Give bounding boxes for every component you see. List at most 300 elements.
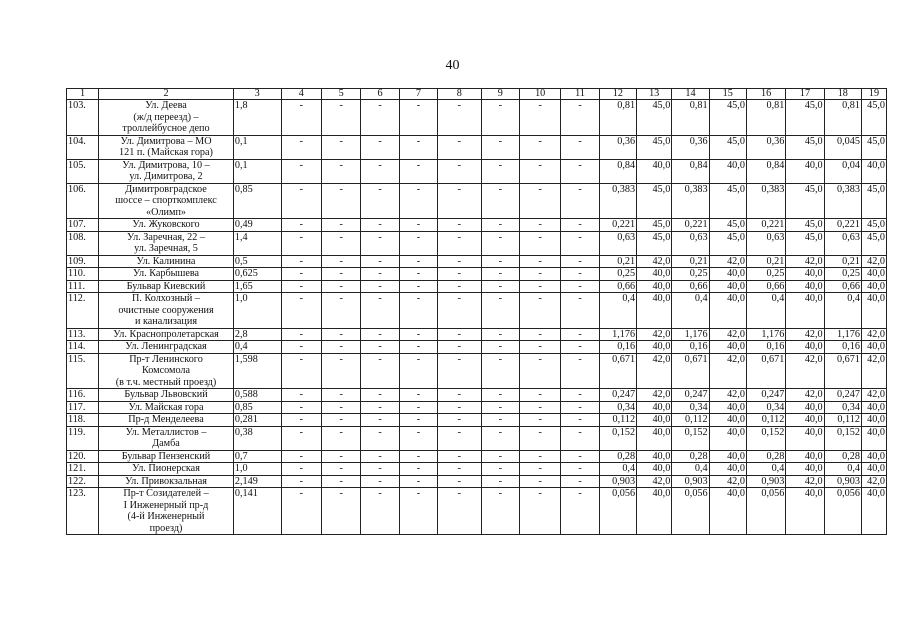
empty-value-cell: - <box>561 280 599 293</box>
street-name-line: шоссе – спорткомплекс <box>115 195 217 206</box>
value-cell: 45,0 <box>861 231 886 255</box>
value-cell: 40,0 <box>709 401 746 414</box>
empty-value-cell: - <box>561 159 599 183</box>
empty-value-cell: - <box>561 389 599 402</box>
value-cell: 0,63 <box>746 231 785 255</box>
value-cell: 40,0 <box>786 159 824 183</box>
value-cell: 42,0 <box>786 389 824 402</box>
empty-value-cell: - <box>561 231 599 255</box>
empty-value-cell: - <box>399 219 437 232</box>
empty-value-cell: - <box>561 293 599 329</box>
value-cell: 0,28 <box>672 450 709 463</box>
value-cell: 0,81 <box>746 100 785 136</box>
empty-value-cell: - <box>399 183 437 219</box>
row-number-cell: 120. <box>67 450 99 463</box>
street-name-line: Ул. Димитрова – МО <box>120 135 212 147</box>
value-cell: 42,0 <box>861 475 886 488</box>
value-cell: 40,0 <box>637 463 672 476</box>
value-cell: 0,21 <box>599 255 636 268</box>
empty-value-cell: - <box>561 353 599 389</box>
table-row <box>67 488 887 535</box>
empty-value-cell: - <box>281 463 321 476</box>
value-cell: 0,247 <box>746 389 785 402</box>
table-row <box>67 268 887 281</box>
value-cell: 45,0 <box>786 183 824 219</box>
empty-value-cell: - <box>361 159 399 183</box>
empty-value-cell: - <box>438 414 482 427</box>
col-header: 18 <box>824 89 861 100</box>
value-cell: 0,671 <box>672 353 709 389</box>
value-cell: 42,0 <box>637 389 672 402</box>
value-cell: 42,0 <box>786 255 824 268</box>
empty-value-cell: - <box>481 463 519 476</box>
street-name-cell <box>99 389 234 402</box>
value-cell: 40,0 <box>861 488 886 535</box>
empty-value-cell: - <box>399 426 437 450</box>
empty-value-cell: - <box>281 426 321 450</box>
row-number-cell: 122. <box>67 475 99 488</box>
value-cell: 0,152 <box>672 426 709 450</box>
empty-value-cell: - <box>438 463 482 476</box>
empty-value-cell: - <box>438 488 482 535</box>
value-cell: 40,0 <box>786 463 824 476</box>
empty-value-cell: - <box>361 328 399 341</box>
empty-value-cell: - <box>481 426 519 450</box>
empty-value-cell: - <box>399 255 437 268</box>
table-row <box>67 426 887 450</box>
street-name-cell <box>99 353 234 389</box>
street-name-line: Комсомола <box>141 365 191 376</box>
col-header: 13 <box>637 89 672 100</box>
empty-value-cell: - <box>561 219 599 232</box>
value-cell: 0,4 <box>824 463 861 476</box>
value-cell: 0,4 <box>599 293 636 329</box>
table-row <box>67 159 887 183</box>
value-cell: 0,903 <box>599 475 636 488</box>
empty-value-cell: - <box>481 280 519 293</box>
value-cell: 0,16 <box>599 341 636 354</box>
value-cell: 0,4 <box>746 293 785 329</box>
empty-value-cell: - <box>519 450 560 463</box>
empty-value-cell: - <box>438 450 482 463</box>
empty-value-cell: - <box>438 280 482 293</box>
table-row <box>67 463 887 476</box>
value-cell: 0,16 <box>746 341 785 354</box>
empty-value-cell: - <box>281 159 321 183</box>
row-number-cell: 109. <box>67 255 99 268</box>
col-header: 10 <box>519 89 560 100</box>
value-cell: 45,0 <box>861 135 886 159</box>
empty-value-cell: - <box>399 488 437 535</box>
empty-value-cell: - <box>561 341 599 354</box>
col-header: 3 <box>233 89 281 100</box>
value-cell: 42,0 <box>786 328 824 341</box>
value-cell: 42,0 <box>709 328 746 341</box>
value-cell: 45,0 <box>861 183 886 219</box>
empty-value-cell: - <box>281 219 321 232</box>
street-name-line: Ул. Деева <box>145 100 187 111</box>
value-cell: 0,112 <box>824 414 861 427</box>
street-name-line: «Олимп» <box>146 206 186 218</box>
empty-value-cell: - <box>281 100 321 136</box>
value-cell: 0,28 <box>599 450 636 463</box>
value-cell: 40,0 <box>861 280 886 293</box>
street-name-line: ул. Димитрова, 2 <box>129 171 203 182</box>
page-number: 40 <box>445 58 460 73</box>
empty-value-cell: - <box>519 255 560 268</box>
empty-value-cell: - <box>438 328 482 341</box>
empty-value-cell: - <box>481 219 519 232</box>
value-cell: 0,247 <box>599 389 636 402</box>
empty-value-cell: - <box>519 426 560 450</box>
empty-value-cell: - <box>438 401 482 414</box>
empty-value-cell: - <box>281 268 321 281</box>
length-cell: 1,0 <box>233 293 281 329</box>
empty-value-cell: - <box>519 231 560 255</box>
col-header: 5 <box>321 89 360 100</box>
col-header: 12 <box>599 89 636 100</box>
value-cell: 0,247 <box>672 389 709 402</box>
row-number-cell: 115. <box>67 353 99 389</box>
value-cell: 0,66 <box>599 280 636 293</box>
length-cell: 1,0 <box>233 463 281 476</box>
street-name-line: троллейбусное депо <box>122 123 210 134</box>
empty-value-cell: - <box>519 219 560 232</box>
value-cell: 40,0 <box>786 426 824 450</box>
value-cell: 40,0 <box>709 293 746 329</box>
empty-value-cell: - <box>519 463 560 476</box>
value-cell: 42,0 <box>861 353 886 389</box>
street-name-cell <box>99 401 234 414</box>
empty-value-cell: - <box>281 293 321 329</box>
empty-value-cell: - <box>321 268 360 281</box>
col-header: 2 <box>99 89 234 100</box>
value-cell: 40,0 <box>637 268 672 281</box>
table-row <box>67 328 887 341</box>
street-name-line: Дамба <box>152 438 180 449</box>
table-row <box>67 389 887 402</box>
row-number-cell: 123. <box>67 488 99 535</box>
empty-value-cell: - <box>361 219 399 232</box>
value-cell: 45,0 <box>709 183 746 219</box>
street-name-line: ул. Заречная, 5 <box>134 243 198 254</box>
value-cell: 42,0 <box>709 389 746 402</box>
empty-value-cell: - <box>399 280 437 293</box>
value-cell: 0,221 <box>824 219 861 232</box>
empty-value-cell: - <box>361 183 399 219</box>
empty-value-cell: - <box>561 183 599 219</box>
value-cell: 0,152 <box>824 426 861 450</box>
empty-value-cell: - <box>281 255 321 268</box>
street-name-line: Бульвар Пензенский <box>121 450 211 462</box>
empty-value-cell: - <box>438 219 482 232</box>
length-cell: 0,141 <box>233 488 281 535</box>
empty-value-cell: - <box>281 135 321 159</box>
empty-value-cell: - <box>519 328 560 341</box>
value-cell: 0,671 <box>824 353 861 389</box>
empty-value-cell: - <box>561 450 599 463</box>
row-number-cell: 108. <box>67 231 99 255</box>
table-row <box>67 219 887 232</box>
value-cell: 40,0 <box>786 450 824 463</box>
value-cell: 40,0 <box>861 159 886 183</box>
length-cell: 0,49 <box>233 219 281 232</box>
empty-value-cell: - <box>361 389 399 402</box>
value-cell: 40,0 <box>861 426 886 450</box>
row-number-cell: 113. <box>67 328 99 341</box>
value-cell: 0,66 <box>746 280 785 293</box>
value-cell: 40,0 <box>861 463 886 476</box>
empty-value-cell: - <box>321 328 360 341</box>
length-cell: 0,281 <box>233 414 281 427</box>
street-name-cell <box>99 219 234 232</box>
value-cell: 0,21 <box>746 255 785 268</box>
value-cell: 0,25 <box>746 268 785 281</box>
value-cell: 0,63 <box>824 231 861 255</box>
empty-value-cell: - <box>561 328 599 341</box>
empty-value-cell: - <box>361 353 399 389</box>
value-cell: 0,34 <box>746 401 785 414</box>
empty-value-cell: - <box>399 135 437 159</box>
value-cell: 42,0 <box>637 328 672 341</box>
street-name-cell <box>99 255 234 268</box>
empty-value-cell: - <box>361 280 399 293</box>
value-cell: 40,0 <box>786 488 824 535</box>
length-cell: 1,8 <box>233 100 281 136</box>
value-cell: 45,0 <box>786 100 824 136</box>
empty-value-cell: - <box>361 135 399 159</box>
value-cell: 0,903 <box>746 475 785 488</box>
value-cell: 45,0 <box>709 100 746 136</box>
street-name-line: (ж/д переезд) – <box>133 111 199 123</box>
table-body <box>67 100 887 535</box>
col-header: 7 <box>399 89 437 100</box>
empty-value-cell: - <box>281 401 321 414</box>
street-name-line: (в т.ч. местный проезд) <box>115 376 217 388</box>
empty-value-cell: - <box>321 401 360 414</box>
value-cell: 42,0 <box>861 255 886 268</box>
empty-value-cell: - <box>281 341 321 354</box>
value-cell: 40,0 <box>637 293 672 329</box>
table-row <box>67 353 887 389</box>
empty-value-cell: - <box>481 255 519 268</box>
empty-value-cell: - <box>321 475 360 488</box>
street-name-line: Пр-т Созидателей – <box>123 488 209 499</box>
street-name-line: Ул. Жуковского <box>132 219 200 230</box>
length-cell: 0,1 <box>233 159 281 183</box>
street-name-cell <box>99 231 234 255</box>
street-name-line: Ул. Майская гора <box>128 401 204 413</box>
street-name-line: Ул. Краснопролетарская <box>113 328 219 340</box>
empty-value-cell: - <box>519 159 560 183</box>
empty-value-cell: - <box>281 389 321 402</box>
empty-value-cell: - <box>438 475 482 488</box>
value-cell: 40,0 <box>637 488 672 535</box>
empty-value-cell: - <box>561 488 599 535</box>
value-cell: 0,152 <box>746 426 785 450</box>
value-cell: 40,0 <box>861 293 886 329</box>
empty-value-cell: - <box>361 231 399 255</box>
empty-value-cell: - <box>361 426 399 450</box>
value-cell: 0,66 <box>672 280 709 293</box>
street-name-line: Пр-т Ленинского <box>129 353 203 365</box>
value-cell: 40,0 <box>637 341 672 354</box>
value-cell: 0,25 <box>672 268 709 281</box>
empty-value-cell: - <box>438 135 482 159</box>
empty-value-cell: - <box>321 280 360 293</box>
empty-value-cell: - <box>438 231 482 255</box>
value-cell: 40,0 <box>637 401 672 414</box>
value-cell: 42,0 <box>786 475 824 488</box>
value-cell: 0,903 <box>672 475 709 488</box>
street-name-line: Ул. Калинина <box>136 255 196 267</box>
value-cell: 40,0 <box>861 450 886 463</box>
length-cell: 0,588 <box>233 389 281 402</box>
value-cell: 42,0 <box>637 353 672 389</box>
empty-value-cell: - <box>399 341 437 354</box>
empty-value-cell: - <box>399 463 437 476</box>
value-cell: 0,28 <box>824 450 861 463</box>
value-cell: 0,4 <box>824 293 861 329</box>
empty-value-cell: - <box>321 135 360 159</box>
value-cell: 0,66 <box>824 280 861 293</box>
value-cell: 40,0 <box>709 488 746 535</box>
empty-value-cell: - <box>281 450 321 463</box>
street-name-cell <box>99 475 234 488</box>
empty-value-cell: - <box>399 328 437 341</box>
table-row <box>67 293 887 329</box>
empty-value-cell: - <box>481 293 519 329</box>
empty-value-cell: - <box>361 414 399 427</box>
value-cell: 0,152 <box>599 426 636 450</box>
empty-value-cell: - <box>321 231 360 255</box>
street-name-cell <box>99 450 234 463</box>
header-row <box>67 89 887 100</box>
empty-value-cell: - <box>321 414 360 427</box>
empty-value-cell: - <box>519 183 560 219</box>
empty-value-cell: - <box>321 159 360 183</box>
empty-value-cell: - <box>481 341 519 354</box>
empty-value-cell: - <box>561 268 599 281</box>
table-row <box>67 475 887 488</box>
empty-value-cell: - <box>361 401 399 414</box>
length-cell: 1,4 <box>233 231 281 255</box>
table-row <box>67 401 887 414</box>
value-cell: 42,0 <box>637 475 672 488</box>
value-cell: 0,81 <box>824 100 861 136</box>
empty-value-cell: - <box>561 255 599 268</box>
value-cell: 40,0 <box>786 401 824 414</box>
table-row <box>67 183 887 219</box>
empty-value-cell: - <box>281 353 321 389</box>
value-cell: 40,0 <box>637 426 672 450</box>
value-cell: 40,0 <box>637 280 672 293</box>
empty-value-cell: - <box>321 353 360 389</box>
empty-value-cell: - <box>481 389 519 402</box>
table-row <box>67 414 887 427</box>
row-number-cell: 106. <box>67 183 99 219</box>
empty-value-cell: - <box>321 426 360 450</box>
value-cell: 45,0 <box>786 219 824 232</box>
value-cell: 0,112 <box>599 414 636 427</box>
empty-value-cell: - <box>281 475 321 488</box>
empty-value-cell: - <box>399 159 437 183</box>
row-number-cell: 103. <box>67 100 99 136</box>
value-cell: 45,0 <box>637 219 672 232</box>
row-number-cell: 112. <box>67 293 99 329</box>
empty-value-cell: - <box>361 450 399 463</box>
empty-value-cell: - <box>399 353 437 389</box>
value-cell: 0,247 <box>824 389 861 402</box>
value-cell: 0,28 <box>746 450 785 463</box>
empty-value-cell: - <box>561 414 599 427</box>
street-name-line: Пр-д Менделеева <box>128 414 204 425</box>
value-cell: 42,0 <box>709 353 746 389</box>
empty-value-cell: - <box>399 100 437 136</box>
empty-value-cell: - <box>321 488 360 535</box>
length-cell: 0,1 <box>233 135 281 159</box>
empty-value-cell: - <box>361 488 399 535</box>
street-name-line: Ул. Заречная, 22 – <box>127 231 205 243</box>
value-cell: 40,0 <box>861 341 886 354</box>
value-cell: 40,0 <box>637 450 672 463</box>
street-name-cell <box>99 135 234 159</box>
col-header: 17 <box>786 89 824 100</box>
value-cell: 0,056 <box>746 488 785 535</box>
value-cell: 0,383 <box>746 183 785 219</box>
col-header: 16 <box>746 89 785 100</box>
length-cell: 0,85 <box>233 183 281 219</box>
value-cell: 0,112 <box>672 414 709 427</box>
empty-value-cell: - <box>561 463 599 476</box>
table-row <box>67 280 887 293</box>
empty-value-cell: - <box>438 268 482 281</box>
value-cell: 0,16 <box>672 341 709 354</box>
col-header: 1 <box>67 89 99 100</box>
length-cell: 1,598 <box>233 353 281 389</box>
empty-value-cell: - <box>438 293 482 329</box>
value-cell: 45,0 <box>709 135 746 159</box>
value-cell: 0,84 <box>746 159 785 183</box>
empty-value-cell: - <box>438 353 482 389</box>
empty-value-cell: - <box>519 353 560 389</box>
value-cell: 42,0 <box>861 389 886 402</box>
value-cell: 0,112 <box>746 414 785 427</box>
value-cell: 1,176 <box>824 328 861 341</box>
empty-value-cell: - <box>519 475 560 488</box>
value-cell: 0,84 <box>599 159 636 183</box>
empty-value-cell: - <box>281 183 321 219</box>
col-header: 11 <box>561 89 599 100</box>
empty-value-cell: - <box>481 450 519 463</box>
value-cell: 0,25 <box>824 268 861 281</box>
empty-value-cell: - <box>438 389 482 402</box>
row-number-cell: 121. <box>67 463 99 476</box>
length-cell: 0,38 <box>233 426 281 450</box>
col-header: 19 <box>861 89 886 100</box>
street-name-cell <box>99 293 234 329</box>
empty-value-cell: - <box>481 414 519 427</box>
value-cell: 42,0 <box>861 328 886 341</box>
empty-value-cell: - <box>481 328 519 341</box>
street-name-line: Ул. Димитрова, 10 – <box>122 159 210 171</box>
empty-value-cell: - <box>399 414 437 427</box>
value-cell: 0,84 <box>672 159 709 183</box>
col-header: 8 <box>438 89 482 100</box>
empty-value-cell: - <box>361 255 399 268</box>
length-cell: 0,4 <box>233 341 281 354</box>
empty-value-cell: - <box>399 450 437 463</box>
